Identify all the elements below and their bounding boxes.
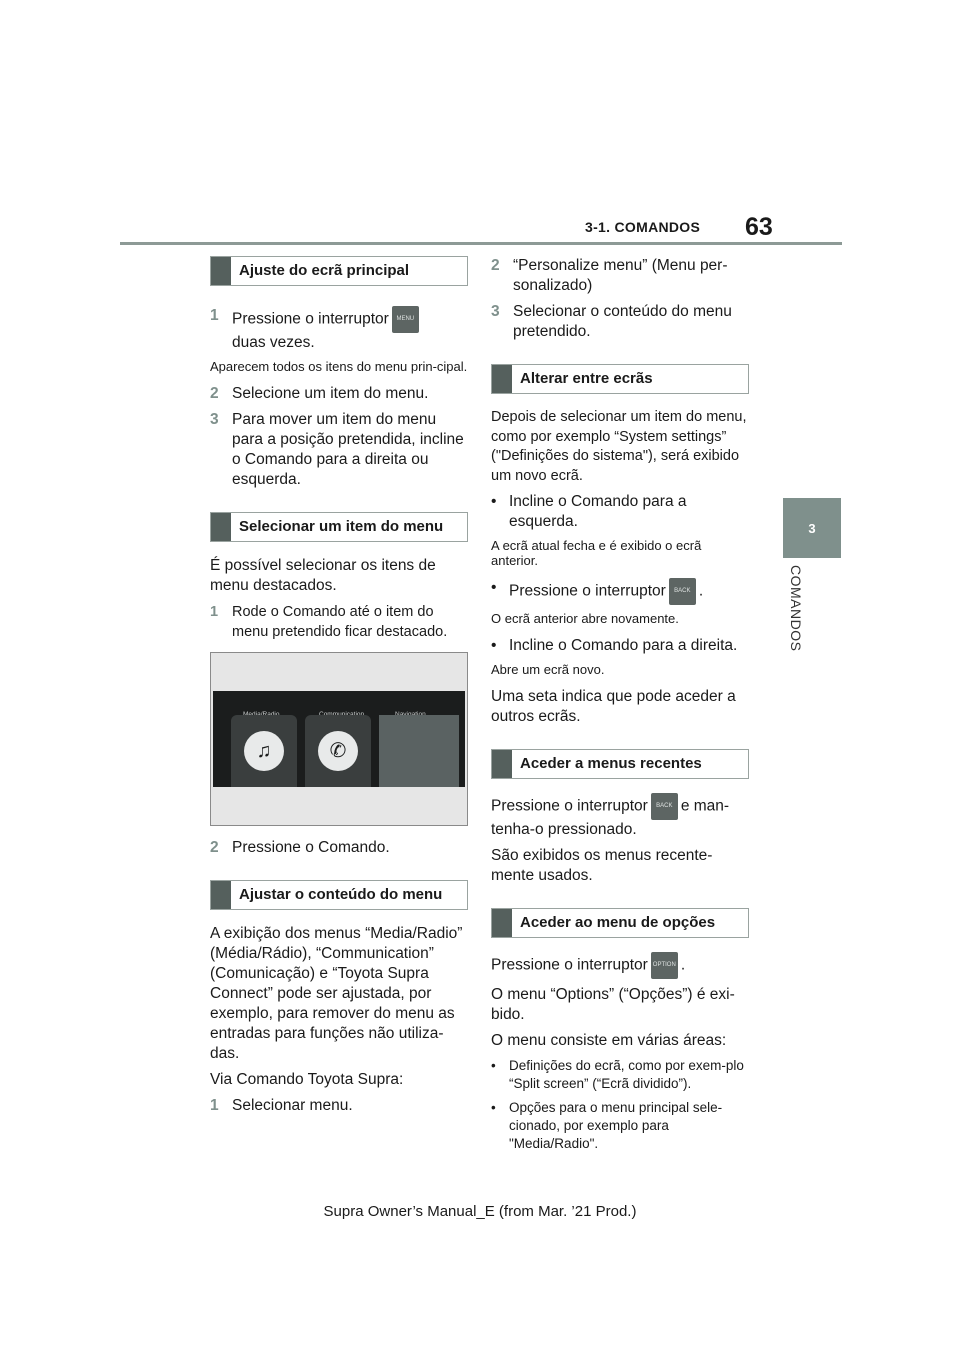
step: 2 Pressione o Comando. [210,839,390,856]
paragraph: Pressione o interruptor OPTION . [491,952,749,979]
note: A ecrã atual fecha e é exibido o ecrã anterior. [491,538,702,568]
chapter-tab: 3 [783,498,841,558]
step: 1 Selecionar menu. [210,1097,353,1114]
bullet-item: • Pressione o interruptor BACK . [491,578,749,605]
paragraph: São exibidos os menus recente-mente usados. [491,847,713,884]
step: 2 “Personalize menu” (Menu per-sonalizado) [491,257,728,294]
bullet-item: • Definições do ecrã, como por exem-plo “Split screen” (“Ecrã dividido”). [491,1058,744,1091]
paragraph: Pressione o interruptor BACK e man-tenha-o pressionado. [491,793,749,840]
heading: Alterar entre ecrãs [520,370,653,387]
back-button-icon: BACK [669,578,696,605]
map-thumbnail [379,715,459,787]
paragraph: Via Comando Toyota Supra: [210,1071,404,1088]
step: 2 Selecione um item do menu. [210,385,429,402]
bullet-item: • Incline o Comando para a esquerda. [491,493,687,530]
heading-box [491,908,749,938]
footer: Supra Owner’s Manual_E (from Mar. ’21 Prod.) [323,1203,637,1220]
paragraph: Depois de selecionar um item do menu, como por exemplo “System settings” ("Definições do sistema"), será exibido um novo ecrã. [491,409,747,484]
paragraph: O menu consiste em várias áreas: [491,1032,727,1049]
step: 3 Para mover um item do menu para a posição pretendida, incline o Comando para a direita ou esquerda. [210,411,464,488]
paragraph: O menu “Options” (“Opções”) é exi-bido. [491,986,735,1023]
chapter-label: COMANDOS [788,565,804,652]
phone-icon: ✆ [318,731,358,771]
back-button-icon: BACK [651,793,678,820]
header-rule [120,242,842,245]
music-note-icon: ♫ [244,731,284,771]
heading: Ajuste do ecrã principal [239,262,410,279]
menu-button-icon: MENU [392,306,419,333]
section-title: 3-1. COMANDOS [585,219,701,235]
column-left [210,256,468,1122]
bullet-item: • Opções para o menu principal sele-cionado, por exemplo para "Media/Radio". [491,1100,723,1151]
step: 1 Rode o Comando até o item do menu pretendido ficar destacado. [210,604,448,640]
screen-illustration [210,652,468,826]
page-number: 63 [745,213,773,241]
note: Abre um ecrã novo. [491,662,605,677]
heading-box [491,749,749,779]
paragraph: É possível selecionar os itens de menu destacados. [210,557,436,594]
heading-box [491,364,749,394]
heading: Aceder ao menu de opções [520,914,716,931]
option-button-icon: OPTION [651,952,678,979]
heading-box [210,512,468,542]
heading: Selecionar um item do menu [239,518,444,535]
step: 3 Selecionar o conteúdo do menu pretendido. [491,303,732,340]
step: 1 Pressione o interruptor MENU duas vezes. [210,306,468,353]
note: Aparecem todos os itens do menu prin-cipal. [210,359,468,374]
heading-box [210,256,468,286]
heading: Ajustar o conteúdo do menu [239,886,443,903]
heading: Aceder a menus recentes [520,755,702,772]
column-right [491,256,749,1159]
paragraph: A exibição dos menus “Media/Radio” (Média/Rádio), “Communication” (Comunicação) e “Toyota Supra Connect” pode ser ajustada, por exemplo, para remover do menu as entradas para funções não utiliza-das. [210,925,463,1062]
heading-box [210,880,468,910]
bullet-item: • Incline o Comando para a direita. [491,637,738,654]
paragraph: Uma seta indica que pode aceder a outros ecrãs. [491,688,736,725]
note: O ecrã anterior abre novamente. [491,611,679,626]
